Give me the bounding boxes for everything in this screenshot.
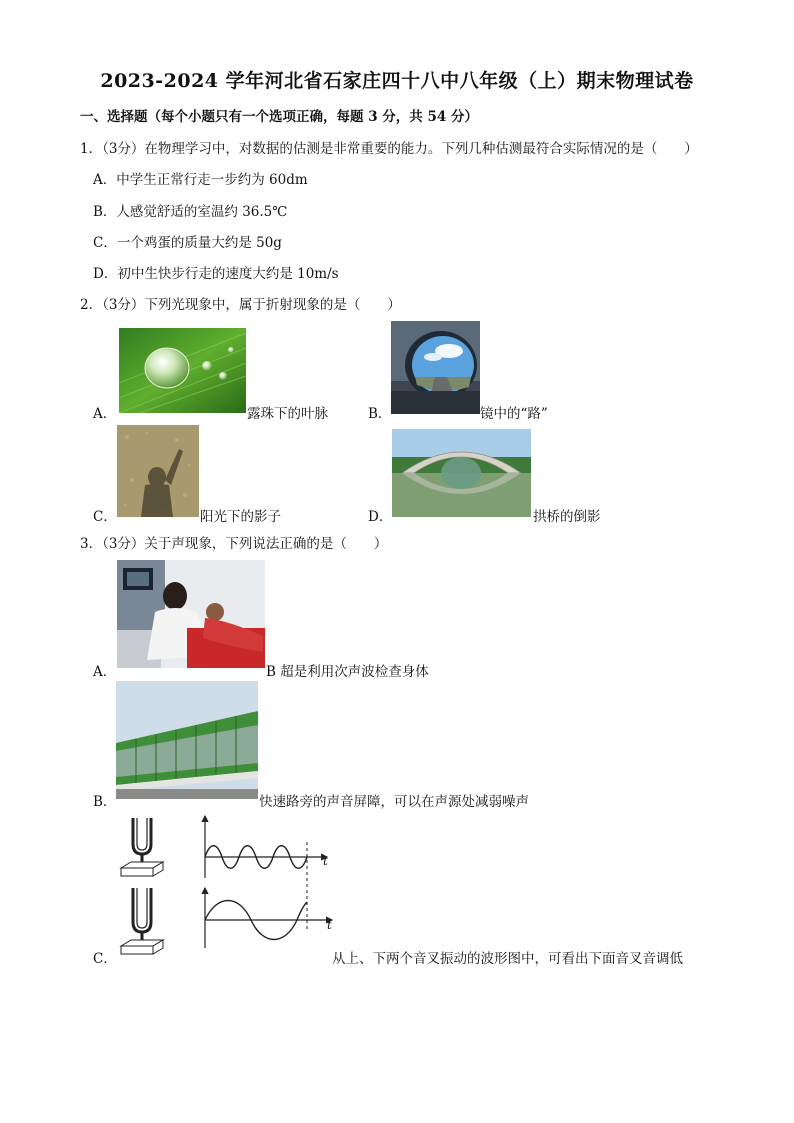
q2-stem: 2．（3分）下列光现象中，属于折射现象的是（ ） [80,297,401,313]
car-mirror-image [391,321,480,414]
tuning-fork-upper-icon [117,814,167,880]
dewdrop-leaf-image [119,328,246,413]
ultrasound-image [117,560,265,668]
q2-d-caption: 拱桥的倒影 [533,509,601,525]
tuning-fork-lower-icon [117,886,167,958]
q1-option-c: C．一个鸡蛋的质量大约是 50g [93,235,282,251]
q2-b-caption: 镜中的“路” [480,406,548,422]
q2-d-letter: D． [368,509,393,525]
q1-option-a: A．中学生正常行走一步约为 60dm [93,172,308,188]
lower-axis-label: t [327,918,332,932]
q1-stem: 1．（3分）在物理学习中，对数据的估测是非常重要的能力。下列几种估测最符合实际情况的是（ ） [80,141,698,157]
q2-c-caption: 阳光下的影子 [200,509,281,525]
arch-bridge-image [392,429,531,517]
upper-axis-label: t [323,854,328,868]
q3-a-letter: A． [93,664,117,680]
shadow-image [117,425,199,517]
q2-a-caption: 露珠下的叶脉 [247,406,328,422]
section-heading: 一、选择题（每个小题只有一个选项正确，每题 3 分，共 54 分） [80,109,478,125]
q3-b-caption: 快速路旁的声音屏障，可以在声源处减弱噪声 [259,794,529,810]
q2-b-letter: B． [368,406,392,422]
q3-a-caption: B 超是利用次声波检查身体 [266,664,429,680]
q2-c-letter: C． [93,509,117,525]
q3-stem: 3．（3分）关于声现象，下列说法正确的是（ ） [80,536,388,552]
q1-option-d: D．初中生快步行走的速度大约是 10m/s [93,266,339,282]
page-title: 2023-2024 学年河北省石家庄四十八中八年级（上）期末物理试卷 [100,70,694,92]
waveform-diagram [195,814,340,964]
q3-b-letter: B． [93,794,117,810]
q2-a-letter: A． [93,406,117,422]
q3-c-caption: 从上、下两个音叉振动的波形图中，可看出下面音叉音调低 [332,951,683,967]
q1-option-b: B．人感觉舒适的室温约 36.5℃ [93,204,288,220]
noise-barrier-image [116,681,258,799]
q3-c-letter: C． [93,951,117,967]
